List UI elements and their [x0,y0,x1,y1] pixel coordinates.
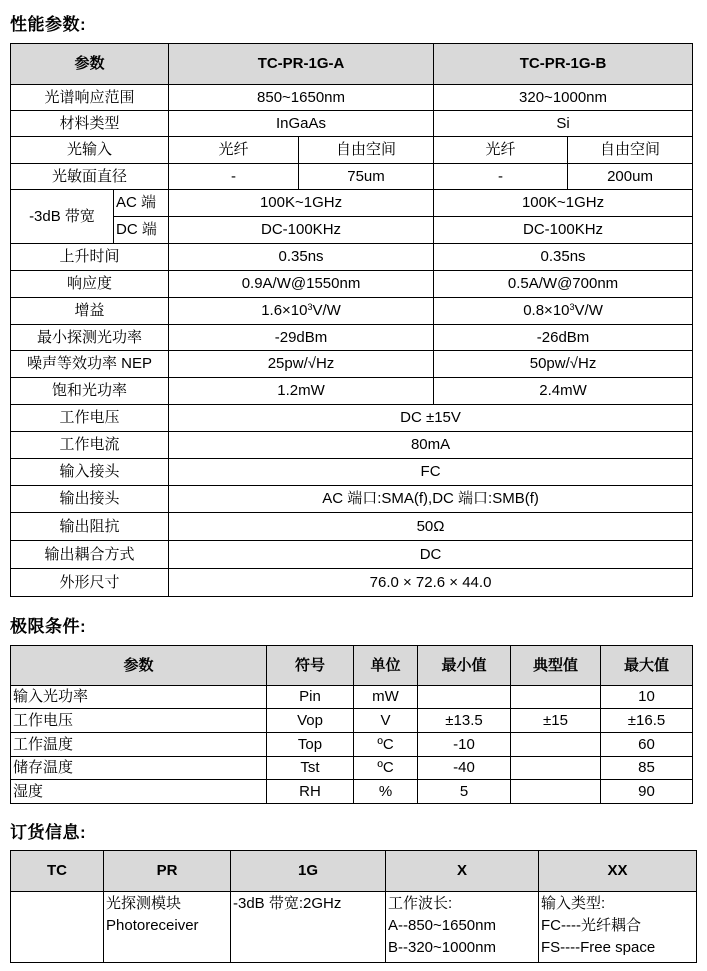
xx-line: 输入类型: [541,895,606,912]
value-a: 850~1650nm [169,85,434,111]
value-b: 2.4mW [434,378,693,405]
value-b: 320~1000nm [434,85,693,111]
cell-symbol: RH [267,780,354,804]
header-1g: 1G [231,851,386,892]
cell-symbol: Tst [267,757,354,780]
cell-pr [104,892,231,963]
cell-max: 85 [601,757,693,780]
cell-param: 湿度 [11,780,267,804]
header-symbol: 符号 [267,646,354,686]
x-line: A--850~1650nm [388,916,496,934]
cell-x [386,892,539,963]
header-typ: 典型值 [511,646,601,686]
cell-xx [539,892,697,963]
limits-table [10,645,693,804]
row-label: 光输入 [11,137,169,164]
row-label: 上升时间 [11,244,169,271]
cell-min: -10 [418,733,511,757]
value-a-free: 75um [299,164,434,190]
table-row [11,686,693,709]
cell-min [418,686,511,709]
header-x: X [386,851,539,892]
cell-typ [511,757,601,780]
section-title-performance: 性能参数: [10,15,87,34]
value-a: 0.35ns [169,244,434,271]
value-shared: DC ±15V [169,405,693,432]
cell-typ: ±15 [511,709,601,733]
sub-label-dc: DC 端 [114,217,169,244]
value-b: 50pw/√Hz [434,351,693,378]
row-label: 输出耦合方式 [11,541,169,569]
cell-max: ±16.5 [601,709,693,733]
cell-min: ±13.5 [418,709,511,733]
row-label: 增益 [11,298,169,325]
row-label: 光敏面直径 [11,164,169,190]
cell-unit: % [354,780,418,804]
pr-line: Photoreceiver [106,916,199,934]
table-row [11,733,693,757]
cell-unit: mW [354,686,418,709]
x-line: B--320~1000nm [388,938,496,956]
value-a: 0.9A/W@1550nm [169,271,434,298]
cell-unit: ºC [354,733,418,757]
value-a: 25pw/√Hz [169,351,434,378]
header-tc: TC [11,851,104,892]
row-label: 工作电压 [11,405,169,432]
header-param: 参数 [11,646,267,686]
value-shared: 76.0 × 72.6 × 44.0 [169,569,693,597]
header-max: 最大值 [601,646,693,686]
header-unit: 单位 [354,646,418,686]
row-label: 响应度 [11,271,169,298]
value-a: $1.6\times 10^3V/W$ [169,298,434,325]
cell-symbol: Vop [267,709,354,733]
value-a: -29dBm [169,325,434,351]
row-label: 工作电流 [11,432,169,459]
value-b-fiber: 光纤 [434,137,568,164]
value-b-free: 200um [568,164,693,190]
row-label: 输出接头 [11,486,169,513]
cell-1g [231,892,386,963]
value-b-dc: DC-100KHz [434,217,693,244]
value-b-free: 自由空间 [568,137,693,164]
section-title-ordering: 订货信息: [10,823,87,842]
value-b-fiber: - [434,164,568,190]
value-b: -26dBm [434,325,693,351]
table-row [11,780,693,804]
row-label: 输出阻抗 [11,513,169,541]
cell-param: 工作温度 [11,733,267,757]
table-row [11,709,693,733]
value-a: 1.2mW [169,378,434,405]
cell-unit: V [354,709,418,733]
header-xx: XX [539,851,697,892]
value-shared: AC 端口:SMA(f),DC 端口:SMB(f) [169,486,693,513]
value-a-fiber: - [169,164,299,190]
cell-unit: ºC [354,757,418,780]
ordering-table [10,850,697,963]
value-a: InGaAs [169,111,434,137]
value-b: 0.35ns [434,244,693,271]
value-shared: DC [169,541,693,569]
g1-line: -3dB 带宽:2GHz [233,895,342,912]
value-b: $0.8\times 10^3V/W$ [434,298,693,325]
header-param: 参数 [11,44,169,85]
value-shared: FC [169,459,693,486]
xx-line: FC----光纤耦合 [541,916,641,934]
row-label: 噪声等效功率 NEP [11,351,169,378]
cell-param: 输入光功率 [11,686,267,709]
cell-min: -40 [418,757,511,780]
value-b: Si [434,111,693,137]
cell-typ [511,733,601,757]
x-line: 工作波长: [388,895,453,912]
cell-tc [11,892,104,963]
table-row [11,757,693,780]
row-label: 饱和光功率 [11,378,169,405]
header-pr: PR [104,851,231,892]
row-label: 输入接头 [11,459,169,486]
xx-line: FS----Free space [541,938,656,956]
value-shared: 50Ω [169,513,693,541]
cell-symbol: Top [267,733,354,757]
cell-typ [511,686,601,709]
cell-param: 储存温度 [11,757,267,780]
performance-table [10,43,693,597]
row-label: 最小探测光功率 [11,325,169,351]
row-label-bandwidth: -3dB 带宽 [11,190,114,244]
row-label: 光谱响应范围 [11,85,169,111]
row-label: 外形尺寸 [11,569,169,597]
value-a-fiber: 光纤 [169,137,299,164]
pr-line: 光探测模块 [106,895,182,912]
header-model-b: TC-PR-1G-B [434,44,693,85]
cell-typ [511,780,601,804]
cell-max: 10 [601,686,693,709]
header-min: 最小值 [418,646,511,686]
value-b-ac: 100K~1GHz [434,190,693,217]
value-b: 0.5A/W@700nm [434,271,693,298]
value-a-dc: DC-100KHz [169,217,434,244]
cell-symbol: Pin [267,686,354,709]
value-shared: 80mA [169,432,693,459]
row-label: 材料类型 [11,111,169,137]
cell-max: 60 [601,733,693,757]
cell-param: 工作电压 [11,709,267,733]
sub-label-ac: AC 端 [114,190,169,217]
value-a-ac: 100K~1GHz [169,190,434,217]
value-a-free: 自由空间 [299,137,434,164]
cell-min: 5 [418,780,511,804]
section-title-limits: 极限条件: [10,617,87,636]
cell-max: 90 [601,780,693,804]
header-model-a: TC-PR-1G-A [169,44,434,85]
